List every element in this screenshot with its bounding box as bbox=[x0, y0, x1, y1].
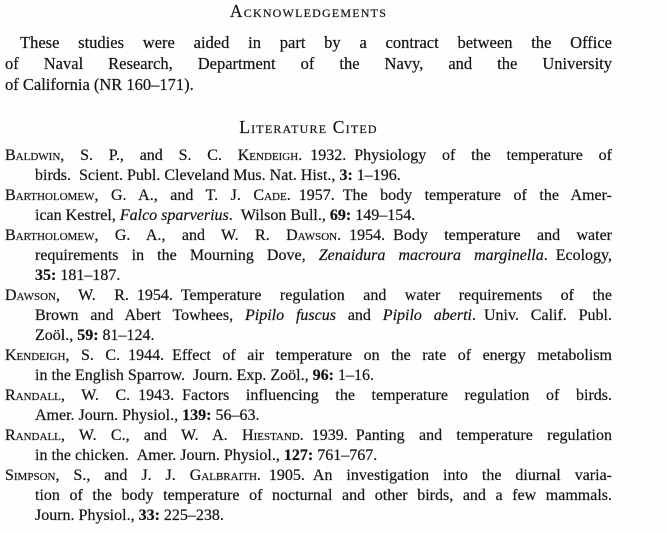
reference-segment: and bbox=[335, 307, 383, 324]
reference-segment: . 1939. Panting and temperature regulation bbox=[299, 427, 612, 444]
reference-entry bbox=[5, 426, 612, 466]
reference-line bbox=[5, 506, 612, 526]
reference-segment: Baldwin bbox=[5, 147, 61, 164]
reference-segment: Kendeigh bbox=[5, 347, 66, 364]
reference-segment: Randall bbox=[5, 387, 61, 404]
reference-segment: . 1905. An investigation into the diurnal varia- bbox=[256, 467, 612, 484]
reference-segment: 1–16. bbox=[333, 367, 374, 384]
reference-segment: , S., and J. J. bbox=[55, 467, 190, 484]
reference-segment: 96: bbox=[312, 367, 334, 384]
reference-segment: Cade bbox=[253, 187, 287, 204]
reference-line bbox=[5, 186, 612, 206]
reference-segment: 139: bbox=[182, 407, 212, 424]
reference-entry bbox=[5, 226, 612, 286]
reference-segment: ican Kestrel, bbox=[35, 207, 120, 224]
reference-segment: , S. P., and S. C. bbox=[60, 147, 238, 164]
reference-line bbox=[5, 326, 612, 346]
reference-segment: 59: bbox=[77, 327, 99, 344]
paragraph-line: of California (NR 160–171). bbox=[5, 75, 194, 94]
reference-segment: Pipilo fuscus bbox=[245, 307, 336, 324]
reference-segment: Bartholomew bbox=[5, 187, 95, 204]
reference-segment: tion of the body temperature of nocturnal and other birds, and a few mammals. bbox=[35, 487, 612, 504]
reference-segment: , W. C. 1943. Factors influencing the temperature regulation of birds. bbox=[60, 387, 612, 404]
reference-segment: 149–154. bbox=[351, 207, 416, 224]
acknowledgements-heading: Acknowledgements bbox=[229, 1, 388, 21]
reference-segment: Kendeigh bbox=[237, 147, 299, 164]
reference-segment: Amer. Journ. Physiol., bbox=[35, 407, 183, 424]
reference-segment: Dawson bbox=[286, 227, 338, 244]
reference-segment: Bartholomew bbox=[5, 227, 95, 244]
reference-line bbox=[5, 306, 612, 326]
reference-line bbox=[5, 366, 612, 386]
reference-segment: , S. C. 1944. Effect of air temperature on the rate of energy metabolism bbox=[65, 347, 612, 364]
reference-segment: 69: bbox=[329, 207, 352, 224]
reference-segment: . Ecology, bbox=[543, 247, 613, 264]
acknowledgements-paragraph bbox=[5, 32, 612, 95]
reference-line bbox=[5, 346, 612, 366]
reference-segment: . 1932. Physiology of the temperature of bbox=[298, 147, 612, 164]
reference-segment: in the chicken. Amer. Journ. Physiol., bbox=[35, 447, 284, 464]
reference-segment: Galbraith bbox=[189, 467, 257, 484]
reference-segment: , W. R. 1954. Temperature regulation and water requirements of the bbox=[56, 287, 612, 304]
reference-segment: Zenaidura macroura marginella bbox=[318, 247, 544, 264]
reference-segment: Simpson bbox=[5, 467, 56, 484]
reference-line bbox=[5, 486, 612, 506]
reference-entry bbox=[5, 186, 612, 226]
reference-segment: 1–196. bbox=[352, 167, 401, 184]
reference-list bbox=[5, 146, 612, 526]
reference-entry bbox=[5, 286, 612, 346]
reference-segment: 35: bbox=[35, 267, 57, 284]
reference-segment: requirements in the Mourning Dove, bbox=[35, 247, 319, 264]
reference-segment: Hiestand bbox=[242, 427, 300, 444]
literature-cited-heading: Literature Cited bbox=[239, 117, 378, 137]
reference-line bbox=[5, 466, 612, 486]
reference-segment: , W. C., and W. A. bbox=[60, 427, 243, 444]
reference-line bbox=[5, 146, 612, 166]
reference-entry bbox=[5, 146, 612, 186]
reference-segment: 33: bbox=[138, 507, 160, 524]
reference-line bbox=[5, 166, 612, 186]
reference-line bbox=[5, 226, 612, 246]
reference-segment: . Wilson Bull., bbox=[228, 207, 330, 224]
reference-segment: 225–238. bbox=[159, 507, 224, 524]
reference-line bbox=[5, 426, 612, 446]
reference-segment: Journ. Physiol., bbox=[35, 507, 139, 524]
reference-line bbox=[5, 286, 612, 306]
reference-segment: Pipilo aberti bbox=[382, 307, 472, 324]
paragraph-line: These studies were aided in part by a contract between the Office bbox=[20, 33, 612, 52]
reference-segment: birds. Scient. Publ. Cleveland Mus. Nat. Hist., bbox=[35, 167, 340, 184]
reference-segment: Falco sparverius bbox=[119, 207, 229, 224]
reference-entry bbox=[5, 386, 612, 426]
reference-line bbox=[5, 246, 612, 266]
reference-segment: 3: bbox=[339, 167, 353, 184]
reference-segment: Randall bbox=[5, 427, 61, 444]
reference-segment: 81–124. bbox=[98, 327, 155, 344]
reference-segment: Dawson bbox=[5, 287, 57, 304]
reference-segment: 761–767. bbox=[313, 447, 378, 464]
reference-line bbox=[5, 206, 612, 226]
reference-line bbox=[5, 406, 612, 426]
reference-segment: , G. A., and T. J. bbox=[94, 187, 254, 204]
reference-segment: in the English Sparrow. Journ. Exp. Zoöl., bbox=[35, 367, 313, 384]
reference-segment: . 1957. The body temperature of the Amer- bbox=[286, 187, 612, 204]
reference-line bbox=[5, 266, 612, 286]
reference-line bbox=[5, 386, 612, 406]
reference-line bbox=[5, 446, 612, 466]
reference-entry bbox=[5, 346, 612, 386]
reference-segment: , G. A., and W. R. bbox=[94, 227, 287, 244]
paragraph-line: of Naval Research, Department of the Navy, and the University bbox=[5, 54, 612, 73]
reference-segment: . 1954. Body temperature and water bbox=[337, 227, 613, 244]
reference-segment: . Univ. Calif. Publ. bbox=[471, 307, 612, 324]
reference-entry bbox=[5, 466, 612, 526]
reference-segment: Brown and Abert Towhees, bbox=[35, 307, 245, 324]
reference-segment: 181–187. bbox=[56, 267, 121, 284]
reference-segment: 127: bbox=[283, 447, 314, 464]
reference-segment: Zoöl., bbox=[35, 327, 78, 344]
reference-segment: 56–63. bbox=[211, 407, 260, 424]
